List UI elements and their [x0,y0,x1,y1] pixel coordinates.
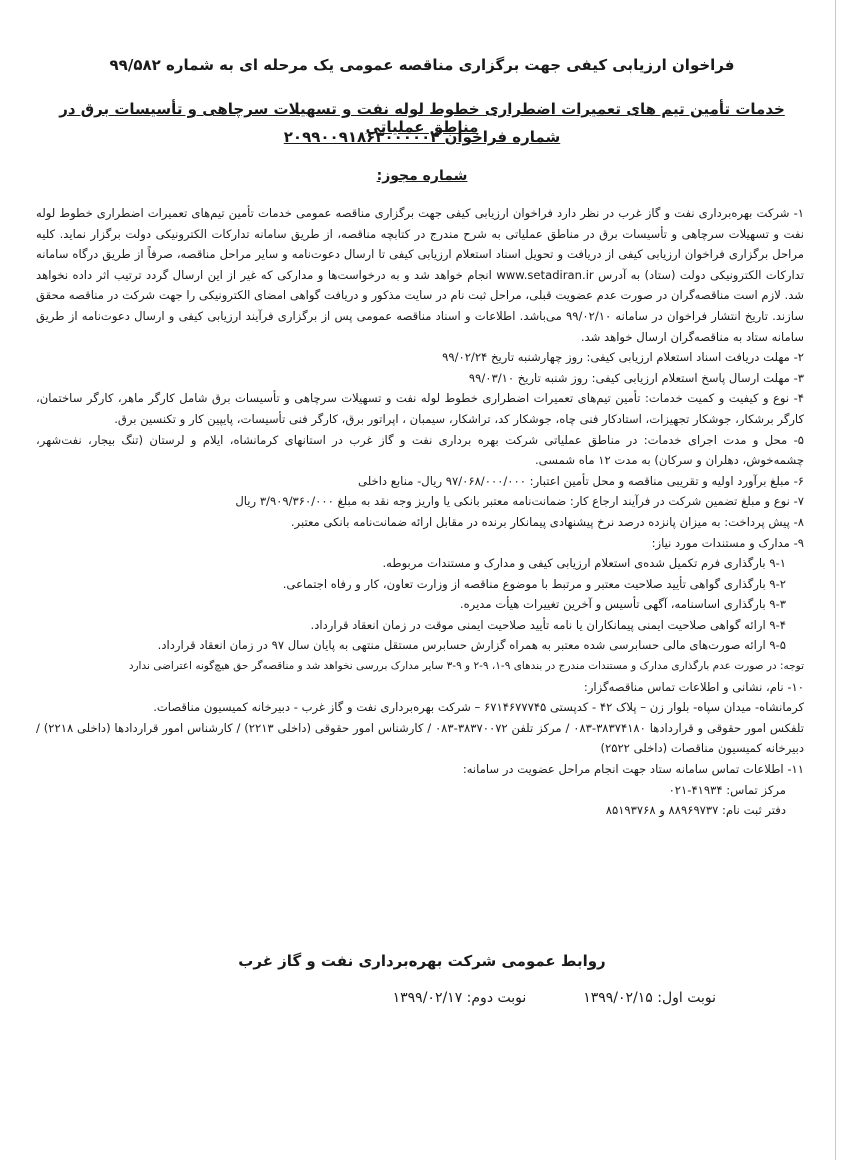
item-10-address: کرمانشاه- میدان سپاه- بلوار زن – پلاک ۴۲ - کدپستی ۶۷۱۴۶۷۷۷۴۵ – شرکت بهره‌برداری نفت و گاز غرب - دبیرخانه کمیسیون مناقصات. [153,700,804,715]
issuer-signature: روابط عمومی شرکت بهره‌برداری نفت و گاز غرب [238,952,606,970]
item-10-phones: تلفکس امور حقوقی و قراردادها ۳۸۳۷۴۱۸۰-۰۸۳ / مرکز تلفن ۳۸۳۷۰۰۷۲-۰۸۳ / کارشناس امور حقوقی (داخلی ۲۲۱۳) / کارشناس امور قراردادها (داخلی ۲۲۱۸) / دبیرخانه کمیسیون مناقصات (داخلی ۲۵۲۲) [36,720,804,756]
item-9-1: ۹-۱ بارگذاری فرم تکمیل شده‌ی استعلام ارزیابی کیفی و مدارک و مستندات مربوطه. [382,556,786,571]
scan-edge-line [835,0,836,1160]
item-11: ۱۱- اطلاعات تماس سامانه ستاد جهت انجام مراحل عضویت در سامانه: [462,762,804,777]
item-1: ۱- شرکت بهره‌برداری نفت و گاز غرب در نظر دارد فراخوان ارزیابی کیفی جهت برگزاری مناقصه عمومی خدمات تأمین تیم‌های تعمیرات اضطراری خطوط لوله نفت و تسهیلات سرچاهی و تأسیسات برق در مناطق عملیاتی به شرح مندرج در کتابچه مناقصه، از طریق سامانه تدارکات الکترونیکی دولت برگزار نماید. کلیه مراحل برگزاری فراخوان ارزیابی کیفی از دریافت و تحویل اسناد استعلام ارزیابی کیفی تا ارسال دعوت‌نامه و سایر مراحل مناقصه، صرفاً از طریق درگاه سامانه تدارکات الکترونیکی دولت (ستاد) به آدرس www.setadiran.ir انجام خواهد شد و به درخواست‌ها و مدارکی که غیر از این ارسال گردد ترتیب اثر داده نخواهد شد. لازم است مناقصه‌گران در صورت عدم عضویت قبلی، مراحل ثبت نام در سایت مذکور و دریافت گواهی امضای الکترونیکی را جهت شرکت در مناقصه محقق سازند. تاریخ انتشار فراخوان در سامانه ۹۹/۰۲/۱۰ می‌باشد. اطلاعات و اسناد مناقصه عمومی پس از برگزاری فرآیند ارزیابی کیفی و ارسال دعوت‌نامه از طریق سامانه ستاد به مناقصه‌گران ارسال خواهد شد. [36,206,804,344]
item-5: ۵- محل و مدت اجرای خدمات: در مناطق عملیاتی شرکت بهره برداری نفت و گاز غرب در استانهای کرمانشاه، ایلام و لرستان (تنگ بیجار، نفت‌شهر، چشمه‌خوش، دهلران و سرکان) به مدت ۱۲ ماه شمسی. [36,432,804,468]
item-11-call-center: مرکز تماس: ۴۱۹۳۴-۰۲۱ [668,782,786,797]
item-10: ۱۰- نام، نشانی و اطلاعات تماس مناقصه‌گزار: [583,679,804,694]
permit-number: شماره مجوز: [376,168,468,184]
item-9: ۹- مدارک و مستندات مورد نیاز: [651,535,804,550]
announcement-body [36,203,804,821]
second-publication: نوبت دوم: ۱۳۹۹/۰۲/۱۷ [392,990,527,1006]
item-11-registration: دفتر ثبت نام: ۸۸۹۶۹۷۳۷ و ۸۵۱۹۳۷۶۸ [605,803,786,818]
item-7: ۷- نوع و مبلغ تضمین شرکت در فرآیند ارجاع کار: ضمانت‌نامه معتبر بانکی یا واریز وجه نقد به مبلغ ۳/۹۰۹/۳۶۰/۰۰۰ ریال [235,494,804,509]
document-subject: خدمات تأمین تیم های تعمیرات اضطراری خطوط لوله نفت و تسهیلات سرچاهی و تأسیسات برق در مناطق عملیاتی [59,100,785,136]
item-9-5: ۹-۵ ارائه صورت‌های مالی حسابرسی شده معتبر به همراه گزارش حسابرس مستقل منتهی به پایان سال ۹۷ در زمان انعقاد قرارداد. [157,638,786,653]
note: توجه: در صورت عدم بارگذاری مدارک و مستندات مندرج در بندهای ۹-۱، ۹-۲ و ۹-۳ سایر مدارک بررسی نخواهد شد و مناقصه‌گر حق هیچ‌گونه اعتراضی ندارد [128,660,804,673]
publication-dates [393,990,716,1006]
call-number: شماره فراخوان ۲۰۹۹۰۰۹۱۸۶۳۰۰۰۰۰۴ [283,128,561,146]
item-6: ۶- مبلغ برآورد اولیه و تقریبی مناقصه و محل تأمین اعتبار: ۹۷/۰۶۸/۰۰۰/۰۰۰ ریال- منابع داخلی [358,473,804,488]
item-4: ۴- نوع و کیفیت و کمیت خدمات: تأمین تیم‌های تعمیرات اضطراری خطوط لوله نفت و تسهیلات سرچاهی و تأسیسات برق شامل کارگر ماهر، کارگر ساختمان، کارگر برشکار، جوشکار تجهیزات، استادکار فنی چاه، جوشکار کد، تراشکار، سیمبان ، اپراتور برق، کارگر فنی تأسیسات، پایپین کار و تکنسین برق. [36,391,804,426]
first-publication: نوبت اول: ۱۳۹۹/۰۲/۱۵ [583,990,716,1006]
item-3: ۳- مهلت ارسال پاسخ استعلام ارزیابی کیفی: روز شنبه تاریخ ۹۹/۰۳/۱۰ [468,370,804,385]
item-8: ۸- پیش پرداخت: به میزان پانزده درصد نرخ پیشنهادی پیمانکار برنده در مقابل ارائه ضمانت‌نامه بانکی معتبر. [290,514,804,529]
item-2: ۲- مهلت دریافت اسناد استعلام ارزیابی کیفی: روز چهارشنبه تاریخ ۹۹/۰۲/۲۴ [442,350,804,365]
item-9-2: ۹-۲ بارگذاری گواهی تأیید صلاحیت معتبر و مرتبط با موضوع مناقصه از وزارت تعاون، کار و رفاه اجتماعی. [282,576,786,591]
item-9-4: ۹-۴ ارائه گواهی صلاحیت ایمنی پیمانکاران یا نامه تأیید صلاحیت ایمنی موقت در زمان انعقاد قرارداد. [310,617,786,632]
item-9-3: ۹-۳ بارگذاری اساسنامه، آگهی تأسیس و آخرین تغییرات هیأت مدیره. [459,597,786,612]
document-title: فراخوان ارزیابی کیفی جهت برگزاری مناقصه عمومی یک مرحله ای به شماره ۹۹/۵۸۲ [109,56,735,74]
